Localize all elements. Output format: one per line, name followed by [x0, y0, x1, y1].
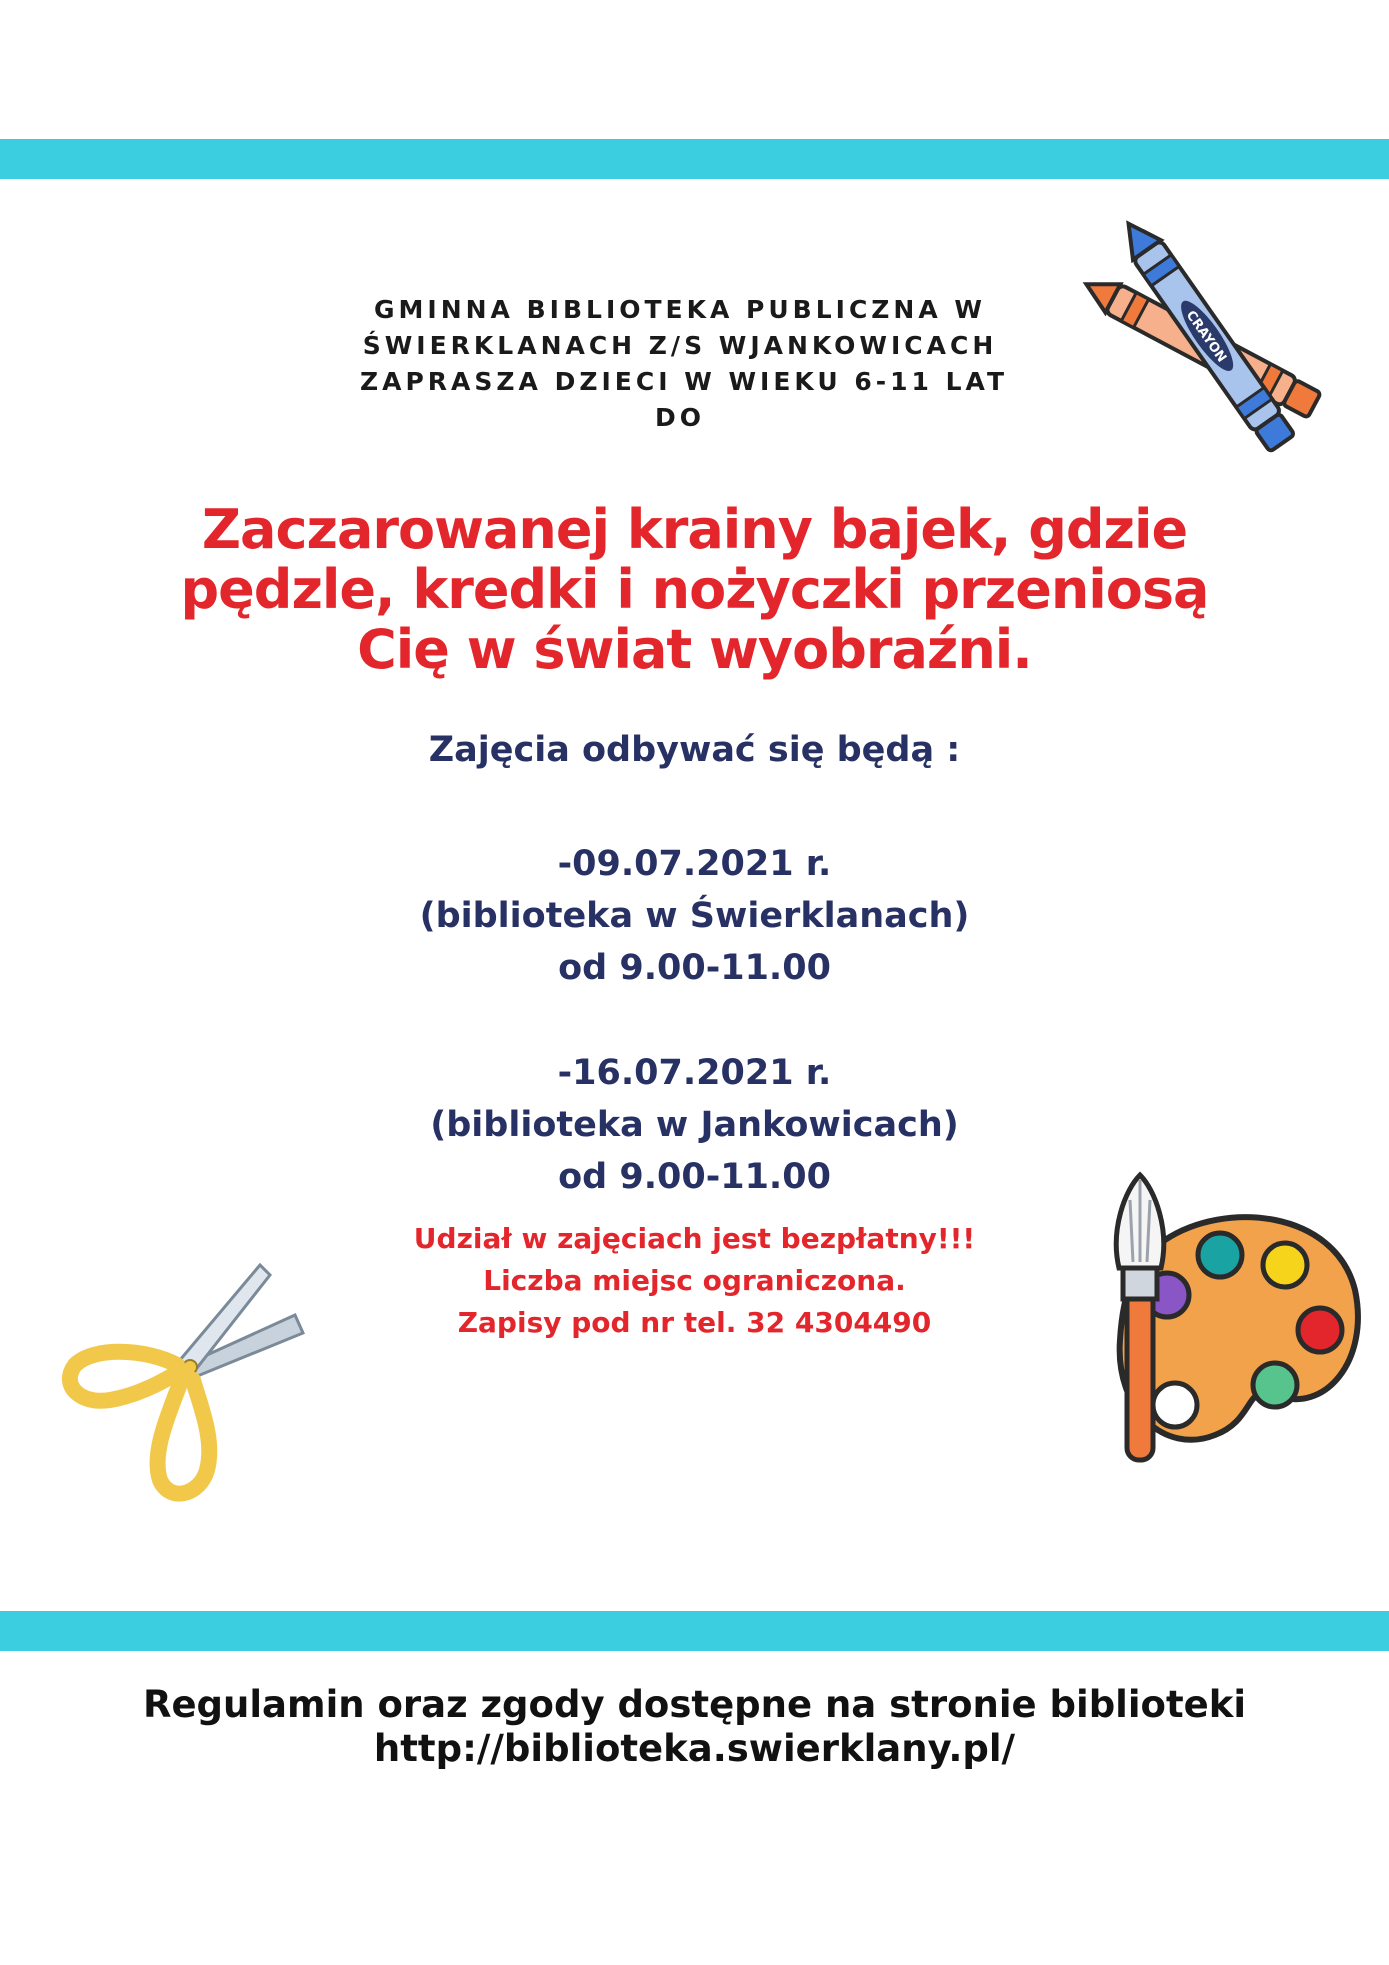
- notice-line: Udział w zajęciach jest bezpłatny!!!: [413, 1222, 976, 1255]
- headline-line: Cię w świat wyobraźni.: [357, 618, 1032, 681]
- session-place: (biblioteka w Jankowicach): [430, 1105, 959, 1145]
- headline-line: Zaczarowanej krainy bajek, gdzie: [201, 498, 1188, 561]
- footer-text: [0, 1683, 1389, 1771]
- intro-text: [360, 292, 1009, 436]
- session-time: od 9.00-11.00: [558, 1157, 831, 1197]
- footer-link[interactable]: http://biblioteka.swierklany.pl/: [373, 1727, 1016, 1770]
- headline: [0, 500, 1389, 680]
- bottom-accent-bar: [0, 1611, 1389, 1651]
- paint-palette-icon: [1105, 1170, 1365, 1470]
- intro-line: ZAPRASZA DZIECI W WIEKU 6-11 LAT: [360, 367, 1009, 396]
- top-accent-bar: [0, 139, 1389, 179]
- intro-line: DO: [654, 403, 705, 432]
- headline-line: pędzle, kredki i nożyczki przeniosą: [180, 558, 1209, 621]
- session-place: (biblioteka w Świerklanach): [419, 896, 970, 936]
- scissors-icon: [55, 1255, 320, 1515]
- session-date: -09.07.2021 r.: [557, 844, 832, 884]
- crayons-icon: [1060, 220, 1360, 480]
- notice-line: Zapisy pod nr tel. 32 4304490: [457, 1306, 932, 1339]
- session-date: -16.07.2021 r.: [557, 1053, 832, 1093]
- session-block-1: [0, 838, 1389, 994]
- intro-line: GMINNA BIBLIOTEKA PUBLICZNA W: [374, 295, 986, 324]
- notice-line: Liczba miejsc ograniczona.: [483, 1264, 906, 1297]
- session-time: od 9.00-11.00: [558, 948, 831, 988]
- crayon-label: CRAYON: [1182, 308, 1230, 366]
- intro-line: ŚWIERKLANACH Z/S WJANKOWICACH: [362, 331, 998, 360]
- footer-line: Regulamin oraz zgody dostępne na stronie biblioteki: [142, 1683, 1247, 1726]
- schedule-label: Zajęcia odbywać się będą :: [428, 730, 961, 770]
